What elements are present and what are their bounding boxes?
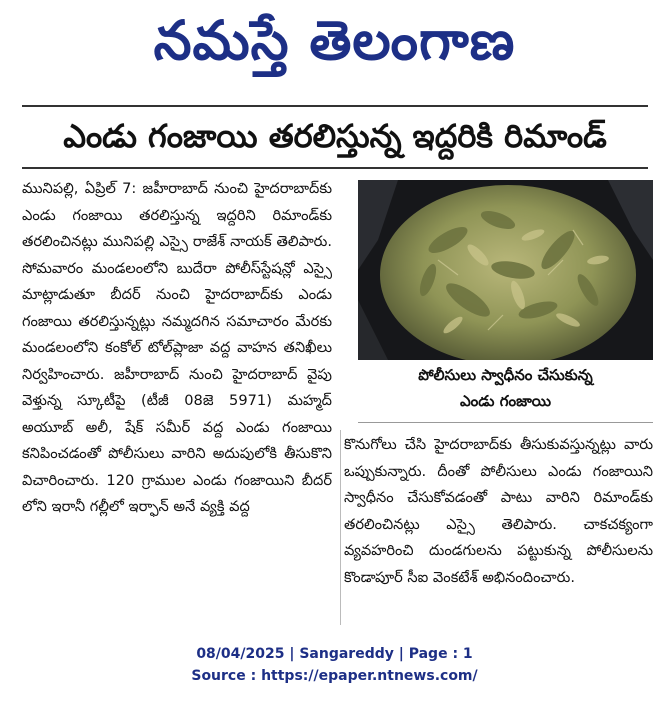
dried-ganja-image xyxy=(358,180,653,360)
article-column-right xyxy=(344,432,653,591)
article-body-left: మునిపల్లి, ఏప్రిల్ 7: జహీరాబాద్ నుంచి హైదరాబాద్‌కు ఎండు గంజాయి తరలిస్తున్న ఇద్దరిని రిమాండ్‌కు తరలించినట్లు మునిపల్లి ఎస్సై రాజేశ్ నాయక్ తెలిపారు. సోమవారం మండలంలోని బుదేరా పోలీస్‌స్టేషన్లో ఎస్సై మాట్లాడుతూ బీదర్ నుంచి హైదరాబాద్‌కు ఎండు గంజాయి తరలిస్తున్నట్లు నమ్మదగిన సమాచారం మేరకు మండలంలోని కంకోల్ టోల్‌ప్లాజా వద్ద వాహన తనిఖీలు నిర్వహించారు. జహీరాబాద్ నుంచి హైదరాబాద్ వైపు వెళ్తున్న స్కూటీపై (టీజీ 08జె 5971) మహ్మద్ అయూబ్ అలీ, షేక్ సమీర్ వద్ద ఎండు గంజాయి కనిపించడంతో పోలీసులు వారిని అదుపులోకి తీసుకొని విచారించారు. 120 గ్రాముల ఎండు గంజాయిని బీదర్ లోని ఇరానీ గల్లీలో ఇర్ఫాన్ అనే వ్యక్తి వద్ద xyxy=(22,180,332,515)
masthead-title: నమస్తే తెలంగాణ xyxy=(153,9,516,72)
caption-line-2: ఎండు గంజాయి xyxy=(459,392,552,410)
caption-line-1: పోలీసులు స్వాధీనం చేసుకున్న xyxy=(418,366,593,384)
article-headline-box xyxy=(22,105,648,169)
article-headline: ఎండు గంజాయి తరలిస్తున్న ఇద్దరికి రిమాండ్ xyxy=(63,117,607,155)
article-column-left xyxy=(22,176,332,521)
ganja-photo xyxy=(358,180,653,360)
footer-source-link[interactable]: Source : https://epaper.ntnews.com/ xyxy=(191,668,478,684)
page-footer xyxy=(0,643,669,687)
article-body-right: కొనుగోలు చేసి హైదరాబాద్‌కు తీసుకువస్తున్నట్లు వారు ఒప్పుకున్నారు. దీంతో పోలీసులు ఎండు గంజాయిని స్వాధీనం చేసుకోవడంతో పాటు వారిని రిమాండ్‌కు తరలించినట్లు ఎస్సై తెలిపారు. చాకచక్యంగా వ్యవహరించి దుండగులను పట్టుకున్న పోలీసులను కొండాపూర్ సీఐ వెంకటేశ్ అభినందించారు. xyxy=(344,436,653,586)
footer-edition-info: 08/04/2025 | Sangareddy | Page : 1 xyxy=(196,646,473,662)
photo-caption xyxy=(358,362,653,423)
column-divider xyxy=(340,430,341,625)
newspaper-masthead xyxy=(0,6,669,76)
